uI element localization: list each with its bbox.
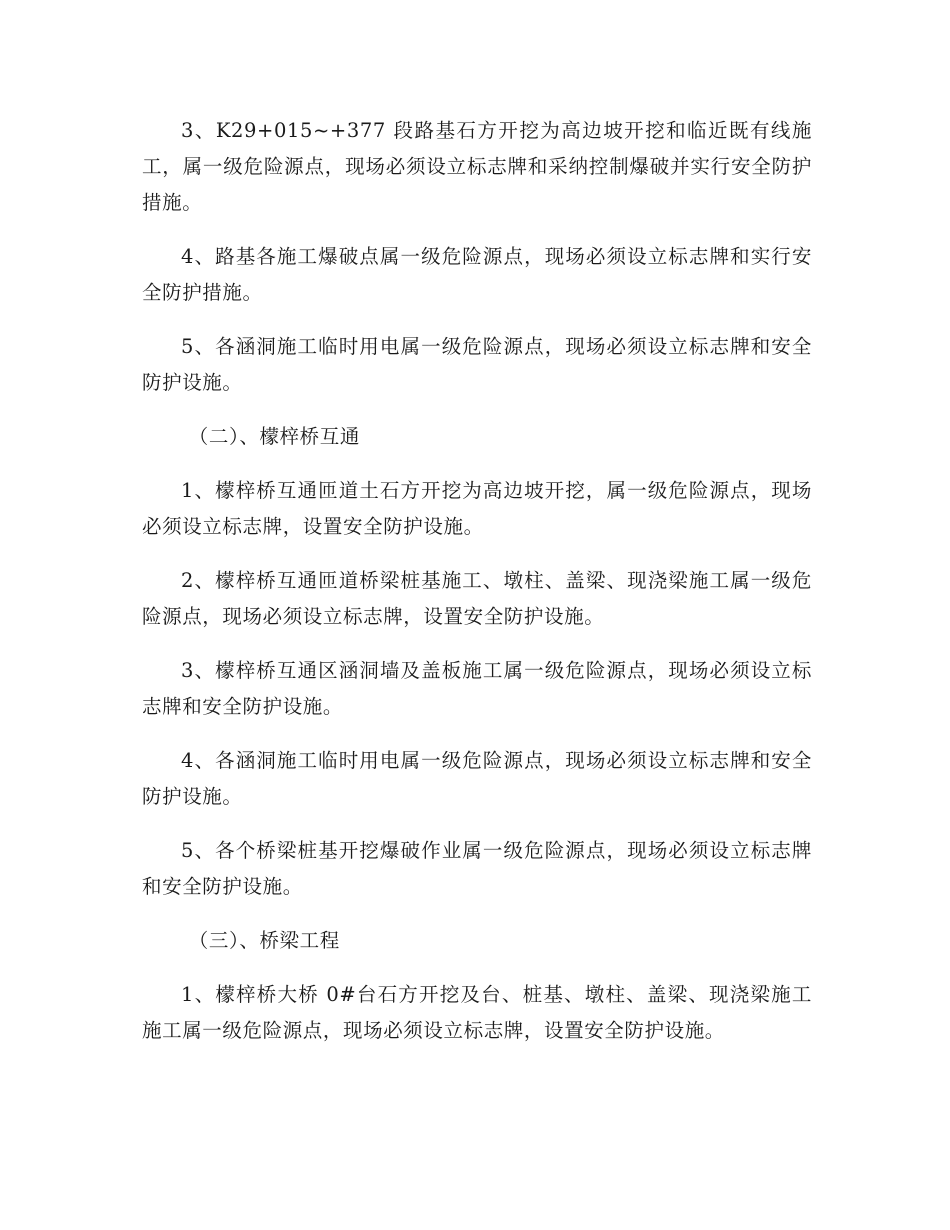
paragraph-item-4-blasting: 4、路基各施工爆破点属一级危险源点，现场必须设立标志牌和实行安全防护措施。 [142,245,812,304]
paragraph-interchange-3: 3、檬梓桥互通区涵洞墙及盖板施工属一级危险源点，现场必须设立标志牌和安全防护设施。 [142,659,812,718]
paragraph-interchange-4: 4、各涵洞施工临时用电属一级危险源点，现场必须设立标志牌和安全防护设施。 [142,749,812,808]
paragraph-interchange-5: 5、各个桥梁桩基开挖爆破作业属一级危险源点，现场必须设立标志牌和安全防护设施。 [142,839,812,898]
document-body [142,113,812,1067]
paragraph-bridge-1: 1、檬梓桥大桥 0#台石方开挖及台、桩基、墩柱、盖梁、现浇梁施工施工属一级危险源点，现场必须设立标志牌，设置安全防护设施。 [142,983,812,1042]
section-heading-interchange: （二）、檬梓桥互通 [188,425,360,448]
section-heading-bridge: （三）、桥梁工程 [188,929,340,952]
paragraph-interchange-2: 2、檬梓桥互通匝道桥梁桩基施工、墩柱、盖梁、现浇梁施工属一级危险源点，现场必须设立标志牌，设置安全防护设施。 [142,569,812,628]
paragraph-item-5-electricity: 5、各涵洞施工临时用电属一级危险源点，现场必须设立标志牌和安全防护设施。 [142,335,812,394]
paragraph-interchange-1: 1、檬梓桥互通匝道土石方开挖为高边坡开挖，属一级危险源点，现场必须设立标志牌，设置安全防护设施。 [142,479,812,538]
paragraph-item-3-k29: 3、K29+015~+377 段路基石方开挖为高边坡开挖和临近既有线施工，属一级危险源点，现场必须设立标志牌和采纳控制爆破并实行安全防护措施。 [142,119,812,214]
